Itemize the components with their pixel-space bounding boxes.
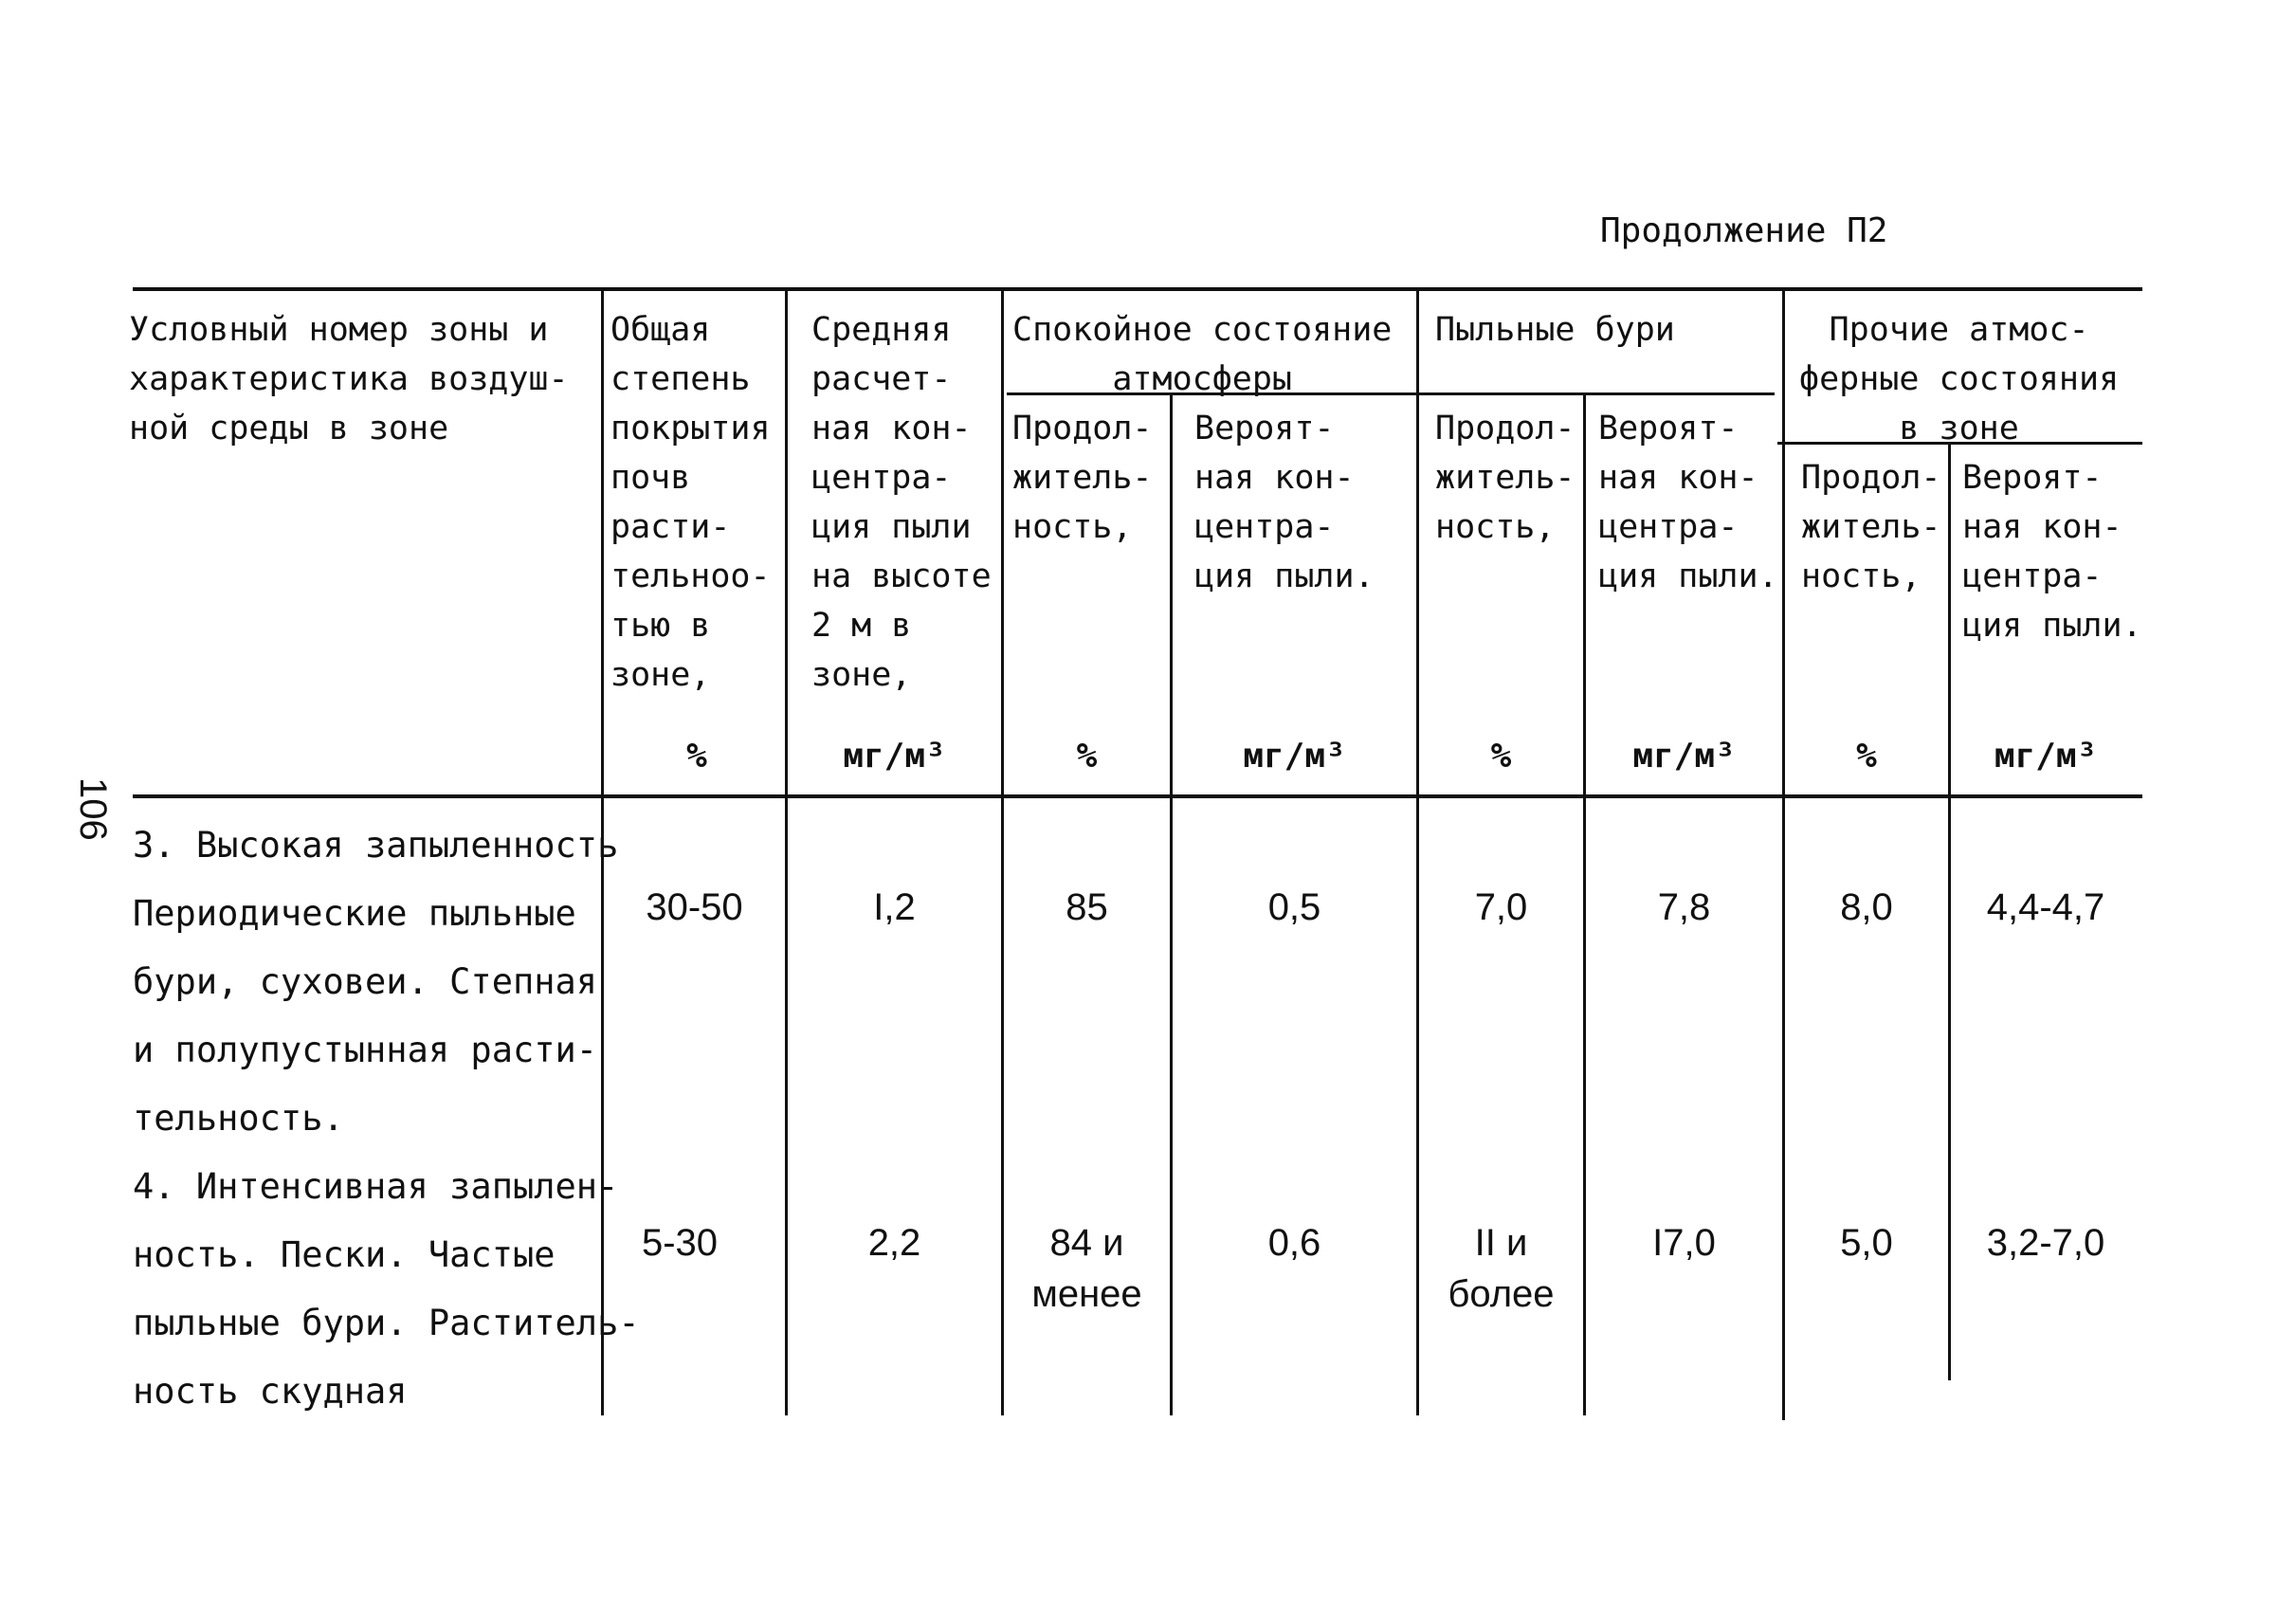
row2-zone-line1: 4. Интенсивная запылен- — [133, 1166, 619, 1207]
row1-zone-line5: тельность. — [133, 1098, 344, 1139]
row1-storm-conc: 7,8 — [1657, 886, 1711, 928]
row2-zone-line4: ность скудная — [133, 1371, 408, 1412]
row1-coverage: 30-50 — [646, 886, 743, 928]
row1-zone-line2: Периодические пыльные — [133, 893, 576, 934]
row2-coverage: 5-30 — [641, 1222, 719, 1264]
row2-calm-duration: 84 и менее — [1031, 1222, 1142, 1315]
row1-calm-duration: 85 — [1066, 886, 1108, 928]
row2-other-duration: 5,0 — [1840, 1222, 1893, 1264]
unit-calm-conc: мг/м³ — [1243, 737, 1346, 776]
row2-other-conc: 3,2-7,0 — [1986, 1222, 2105, 1264]
header-other-duration: Продол- житель- ность, — [1801, 459, 1941, 595]
row2-zone-line2: ность. Пески. Частые — [133, 1234, 556, 1275]
header-other: Прочие атмос- ферные состояния в зоне — [1799, 311, 2120, 447]
row2-calm-conc: 0,6 — [1267, 1222, 1321, 1264]
unit-calm-duration: % — [1076, 737, 1098, 776]
header-calm-duration: Продол- житель- ность, — [1012, 410, 1153, 546]
header-calm-prob-conc: Вероят- ная кон- центра- ция пыли. — [1194, 410, 1375, 595]
row1-zone-line1: 3. Высокая запыленность — [133, 825, 619, 866]
row2-storm-duration: II и более — [1448, 1222, 1555, 1315]
row1-other-duration: 8,0 — [1840, 886, 1893, 928]
page-number: 106 — [72, 777, 114, 841]
header-other-prob-conc: Вероят- ная кон- центра- ция пыли. — [1962, 459, 2142, 645]
unit-other-conc: мг/м³ — [1994, 737, 2098, 776]
unit-other-duration: % — [1856, 737, 1877, 776]
unit-storm-duration: % — [1490, 737, 1512, 776]
unit-coverage: % — [686, 737, 707, 776]
header-coverage: Общая степень покрытия почв расти- тельноо- тью в зоне, — [610, 311, 771, 694]
header-zone: Условный номер зоны и характеристика воздуш- ной среды в зоне — [129, 311, 569, 447]
row1-storm-duration: 7,0 — [1474, 886, 1528, 928]
row1-avg-conc: I,2 — [873, 886, 916, 928]
table-caption: Продолжение П2 — [1600, 211, 1888, 250]
row1-zone-line4: и полупустынная расти- — [133, 1030, 598, 1070]
header-avg-conc: Средняя расчет- ная кон- центра- ция пыли на высоте 2 м в зоне, — [811, 311, 992, 694]
header-calm: Спокойное состояние атмосферы — [1012, 311, 1393, 398]
unit-storm-conc: мг/м³ — [1632, 737, 1736, 776]
row2-avg-conc: 2,2 — [867, 1222, 921, 1264]
row2-zone-line3: пыльные бури. Раститель- — [133, 1303, 640, 1343]
header-storm-prob-conc: Вероят- ная кон- центра- ция пыли. — [1598, 410, 1778, 595]
header-storms: Пыльные бури — [1435, 311, 1675, 349]
header-bottom-rule — [133, 794, 2142, 798]
unit-avg-conc: мг/м³ — [843, 737, 946, 776]
row1-zone-line3: бури, суховеи. Степная — [133, 961, 598, 1002]
row1-calm-conc: 0,5 — [1267, 886, 1321, 928]
header-storm-duration: Продол- житель- ность, — [1435, 410, 1576, 546]
row1-other-conc: 4,4-4,7 — [1986, 886, 2105, 928]
table-top-rule — [133, 287, 2142, 291]
row2-storm-conc: I7,0 — [1652, 1222, 1716, 1264]
